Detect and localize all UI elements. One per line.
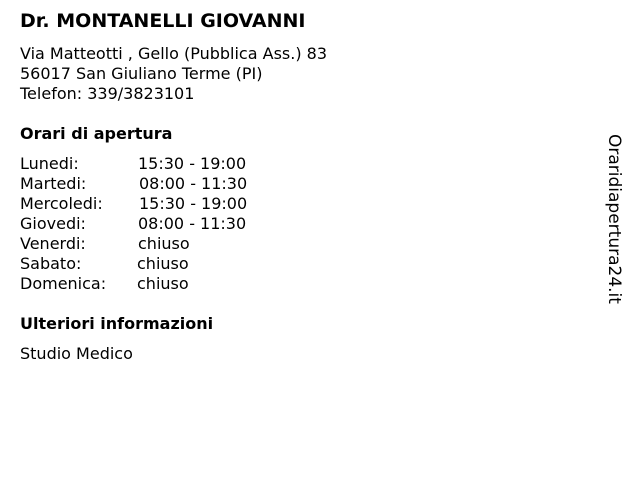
more-info-text: Studio Medico bbox=[20, 344, 133, 363]
day-hours: 15:30 - 19:00 bbox=[138, 154, 247, 173]
phone-number: Telefon: 339/3823101 bbox=[20, 84, 195, 103]
more-info-heading: Ulteriori informazioni bbox=[20, 314, 214, 333]
day-label: Mercoledi: bbox=[20, 194, 103, 213]
day-hours: chiuso bbox=[138, 234, 190, 253]
day-label: Lunedi: bbox=[20, 154, 79, 173]
day-hours: 08:00 - 11:30 bbox=[138, 214, 247, 233]
street-address: Via Matteotti , Gello (Pubblica Ass.) 83 bbox=[20, 44, 328, 63]
city-address: 56017 San Giuliano Terme (PI) bbox=[20, 64, 263, 83]
day-hours: chiuso bbox=[137, 254, 189, 273]
site-watermark: Oraridiapertura24.it bbox=[604, 134, 624, 304]
day-label: Martedi: bbox=[20, 174, 87, 193]
day-label: Venerdi: bbox=[20, 234, 86, 253]
day-label: Sabato: bbox=[20, 254, 82, 273]
business-name: Dr. MONTANELLI GIOVANNI bbox=[20, 10, 306, 32]
day-hours: chiuso bbox=[137, 274, 189, 293]
day-hours: 08:00 - 11:30 bbox=[139, 174, 248, 193]
day-hours: 15:30 - 19:00 bbox=[139, 194, 248, 213]
address-block bbox=[20, 44, 327, 104]
day-label: Domenica: bbox=[20, 274, 107, 293]
day-label: Giovedi: bbox=[20, 214, 86, 233]
opening-hours-heading: Orari di apertura bbox=[20, 124, 173, 143]
